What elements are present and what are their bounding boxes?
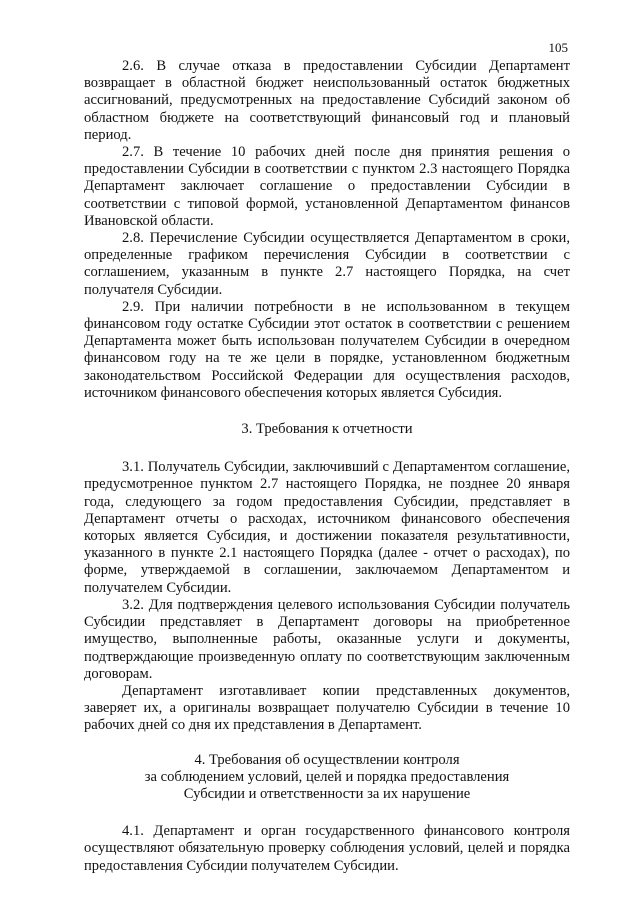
paragraph-2-6: 2.6. В случае отказа в предоставлении Субсидии Департамент возвращает в областной бюджет неиспользованный остаток бюджетных ассигнований, предусмотренных на предоставление Субсидий законом об областном бюджете на соответствующий финансовый год и плановый период. — [84, 58, 570, 143]
paragraph-2-9: 2.9. При наличии потребности в не использованном в текущем финансовом году остатке Субсидии этот остаток в соответствии с решением Департамента может быть использован получателем Субсидии в очередном финансовом году на те же цели в порядке, установленном бюджетным законодательством Российской Федерации для осуществления расходов, источником финансового обеспечения которых является Субсидия. — [84, 298, 570, 401]
paragraph-3-2-continuation: Департамент изготавливает копии представленных документов, заверяет их, а оригиналы возвращает получателю Субсидии в течение 10 рабочих дней со дня их представления в Департамент. — [84, 682, 570, 734]
paragraph-3-1: 3.1. Получатель Субсидии, заключивший с Департаментом соглашение, предусмотренное пунктом 2.7 настоящего Порядка, не позднее 20 января года, следующего за годом предоставления Субсидии, представляет в Департамент отчеты о расходах, источником финансового обеспечения которых является Субсидия, и достижении показателя результативности, указанного в пункте 2.1 настоящего Порядка (далее - отчет о расходах), по форме, утверждаемой в соглашении, заключаемом Департаментом и получателем Субсидии. — [84, 459, 570, 596]
document-body — [84, 58, 570, 875]
paragraph-4-1: 4.1. Департамент и орган государственного финансового контроля осуществляют обязательную проверку соблюдения условий, целей и порядка предоставления Субсидии получателем Субсидии. — [84, 823, 570, 874]
section-4-heading-line-1: 4. Требования об осуществлении контроля — [194, 751, 460, 768]
section-3-heading: 3. Требования к отчетности — [241, 421, 413, 438]
page-number: 105 — [548, 40, 568, 55]
paragraph-2-7: 2.7. В течение 10 рабочих дней после дня принятия решения о предоставлении Субсидии в соответствии с пунктом 2.3 настоящего Порядка Департамент заключает соглашение о предоставлении Субсидии в соответствии с типовой формой, установленной Департаментом финансов Ивановской области. — [84, 144, 570, 229]
paragraph-2-8: 2.8. Перечисление Субсидии осуществляется Департаментом в сроки, определенные графиком перечисления Субсидии в соответствии с соглашением, указанным в пункте 2.7 настоящего Порядка, на счет получателя Субсидии. — [84, 230, 570, 298]
paragraph-3-2: 3.2. Для подтверждения целевого использования Субсидии получатель Субсидии представляет в Департамент договоры на приобретенное имущество, выполненные работы, оказанные услуги и документы, подтверждающие произведенную оплату по соответствующим заключенным договорам. — [84, 596, 570, 682]
section-4-heading-line-3: Субсидии и ответственности за их нарушение — [183, 785, 471, 802]
section-4-heading — [84, 752, 570, 804]
section-4-heading-line-2: за соблюдением условий, целей и порядка предоставления — [144, 768, 510, 785]
